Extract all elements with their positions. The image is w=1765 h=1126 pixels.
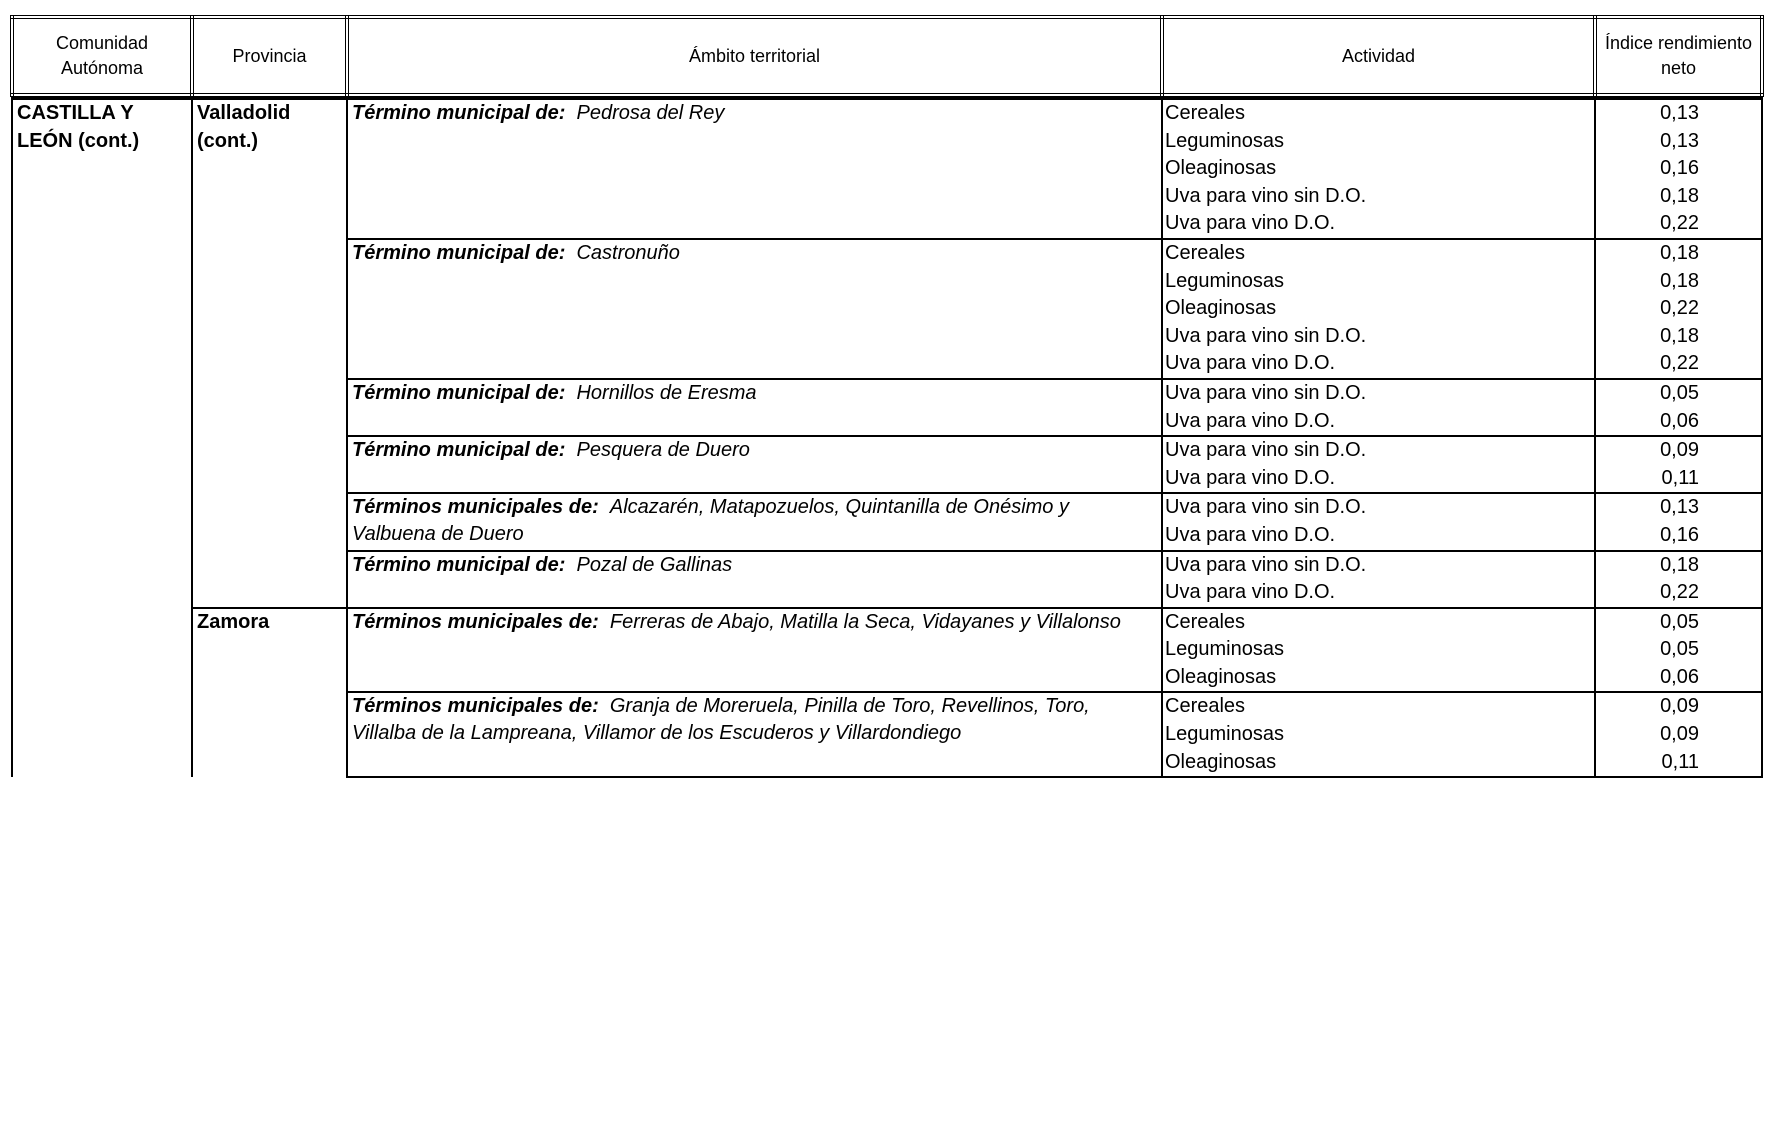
table-body xyxy=(12,99,1762,778)
indice-cell xyxy=(1595,551,1762,608)
actividad-value: Uva para vino sin D.O. xyxy=(1165,381,1367,404)
indice-cell xyxy=(1595,692,1762,777)
ambito-prefix: Términos municipales de: xyxy=(352,695,599,718)
indice-cell xyxy=(1595,493,1762,550)
actividad-value: Uva para vino sin D.O. xyxy=(1165,324,1367,347)
indice-cell xyxy=(1595,239,1762,379)
ambito-cell xyxy=(347,493,1162,550)
actividad-value: Oleaginosas xyxy=(1165,297,1277,320)
actividad-cell xyxy=(1162,692,1595,777)
actividad-value: Uva para vino D.O. xyxy=(1165,466,1336,489)
indice-value: 0,22 xyxy=(1660,352,1699,375)
actividad-value: Uva para vino D.O. xyxy=(1165,581,1336,604)
actividad-value: Cereales xyxy=(1165,695,1246,718)
indice-cell xyxy=(1595,379,1762,436)
table-row xyxy=(12,99,1762,239)
actividad-cell xyxy=(1162,493,1595,550)
actividad-value: Leguminosas xyxy=(1165,269,1284,292)
header-provincia: Provincia xyxy=(192,17,347,95)
ambito-cell xyxy=(347,608,1162,693)
ambito-places: Castronuño xyxy=(576,241,680,264)
indice-cell xyxy=(1595,436,1762,493)
actividad-value: Cereales xyxy=(1165,610,1246,633)
indice-value: 0,05 xyxy=(1660,610,1699,633)
indice-value: 0,18 xyxy=(1660,269,1699,292)
ambito-cell xyxy=(347,692,1162,777)
ambito-cell xyxy=(347,551,1162,608)
actividad-cell xyxy=(1162,608,1595,693)
ambito-places: Pesquera de Duero xyxy=(576,439,750,462)
indice-value: 0,22 xyxy=(1660,581,1699,604)
ambito-places: Hornillos de Eresma xyxy=(576,381,757,404)
actividad-cell xyxy=(1162,99,1595,239)
indice-value: 0,09 xyxy=(1660,439,1699,462)
actividad-value: Oleaginosas xyxy=(1165,157,1277,180)
actividad-value: Oleaginosas xyxy=(1165,750,1277,773)
ambito-places: Alcazarén, Matapozuelos, Quintanilla de Onésimo y Valbuena de Duero xyxy=(352,496,1069,546)
actividad-value: Uva para vino D.O. xyxy=(1165,212,1336,235)
ambito-places: Pozal de Gallinas xyxy=(576,553,733,576)
indice-cell xyxy=(1595,99,1762,239)
header-comunidad: Comunidad Autónoma xyxy=(12,17,192,95)
table-header xyxy=(12,17,1762,99)
indice-value: 0,05 xyxy=(1660,638,1699,661)
indice-value: 0,18 xyxy=(1660,241,1699,264)
table-row xyxy=(12,608,1762,693)
ambito-prefix: Término municipal de: xyxy=(352,553,566,576)
actividad-value: Uva para vino D.O. xyxy=(1165,409,1336,432)
ambito-prefix: Término municipal de: xyxy=(352,241,566,264)
actividad-cell xyxy=(1162,436,1595,493)
actividad-value: Cereales xyxy=(1165,241,1246,264)
indice-value: 0,09 xyxy=(1660,723,1699,746)
indice-cell xyxy=(1595,608,1762,693)
provincia-cell: Valladolid (cont.) xyxy=(192,99,347,608)
indice-value: 0,18 xyxy=(1660,184,1699,207)
ambito-cell xyxy=(347,436,1162,493)
ambito-cell xyxy=(347,99,1162,239)
ambito-places: Ferreras de Abajo, Matilla la Seca, Vidayanes y Villalonso xyxy=(609,610,1121,633)
actividad-value: Oleaginosas xyxy=(1165,665,1277,688)
indice-value: 0,11 xyxy=(1661,466,1699,489)
ambito-prefix: Término municipal de: xyxy=(352,102,566,124)
header-indice: Índice rendimiento neto xyxy=(1595,17,1762,95)
indice-value: 0,16 xyxy=(1660,157,1699,180)
actividad-value: Uva para vino D.O. xyxy=(1165,352,1336,375)
actividad-value: Leguminosas xyxy=(1165,723,1284,746)
actividad-value: Uva para vino sin D.O. xyxy=(1165,184,1367,207)
indice-value: 0,06 xyxy=(1660,665,1699,688)
ambito-prefix: Término municipal de: xyxy=(352,381,566,404)
actividad-cell xyxy=(1162,379,1595,436)
income-index-table xyxy=(10,15,1764,778)
indice-value: 0,18 xyxy=(1660,553,1699,576)
indice-value: 0,13 xyxy=(1660,129,1699,152)
actividad-value: Uva para vino sin D.O. xyxy=(1165,553,1367,576)
indice-value: 0,22 xyxy=(1660,212,1699,235)
ambito-cell xyxy=(347,239,1162,379)
ambito-prefix: Término municipal de: xyxy=(352,439,566,462)
indice-value: 0,16 xyxy=(1660,523,1699,546)
indice-value: 0,13 xyxy=(1660,102,1699,124)
indice-value: 0,11 xyxy=(1661,750,1699,773)
actividad-value: Leguminosas xyxy=(1165,638,1284,661)
indice-value: 0,05 xyxy=(1660,381,1699,404)
ambito-prefix: Términos municipales de: xyxy=(352,610,599,633)
ambito-prefix: Términos municipales de: xyxy=(352,496,599,519)
comunidad-cell: CASTILLA Y LEÓN (cont.) xyxy=(12,99,192,778)
indice-value: 0,09 xyxy=(1660,695,1699,718)
actividad-cell xyxy=(1162,551,1595,608)
actividad-value: Uva para vino sin D.O. xyxy=(1165,439,1367,462)
indice-value: 0,06 xyxy=(1660,409,1699,432)
actividad-cell xyxy=(1162,239,1595,379)
actividad-value: Cereales xyxy=(1165,102,1246,124)
indice-value: 0,13 xyxy=(1660,496,1699,519)
ambito-cell xyxy=(347,379,1162,436)
ambito-places: Pedrosa del Rey xyxy=(576,102,725,124)
header-ambito: Ámbito territorial xyxy=(347,17,1162,95)
actividad-value: Leguminosas xyxy=(1165,129,1284,152)
header-actividad: Actividad xyxy=(1162,17,1595,95)
indice-value: 0,22 xyxy=(1660,297,1699,320)
actividad-value: Uva para vino D.O. xyxy=(1165,523,1336,546)
ambito-places: Granja de Moreruela, Pinilla de Toro, Revellinos, Toro, Villalba de la Lampreana, Villamor de los Escuderos y Villardondiego xyxy=(352,695,1090,745)
indice-value: 0,18 xyxy=(1660,324,1699,347)
provincia-cell: Zamora xyxy=(192,608,347,778)
actividad-value: Uva para vino sin D.O. xyxy=(1165,496,1367,519)
